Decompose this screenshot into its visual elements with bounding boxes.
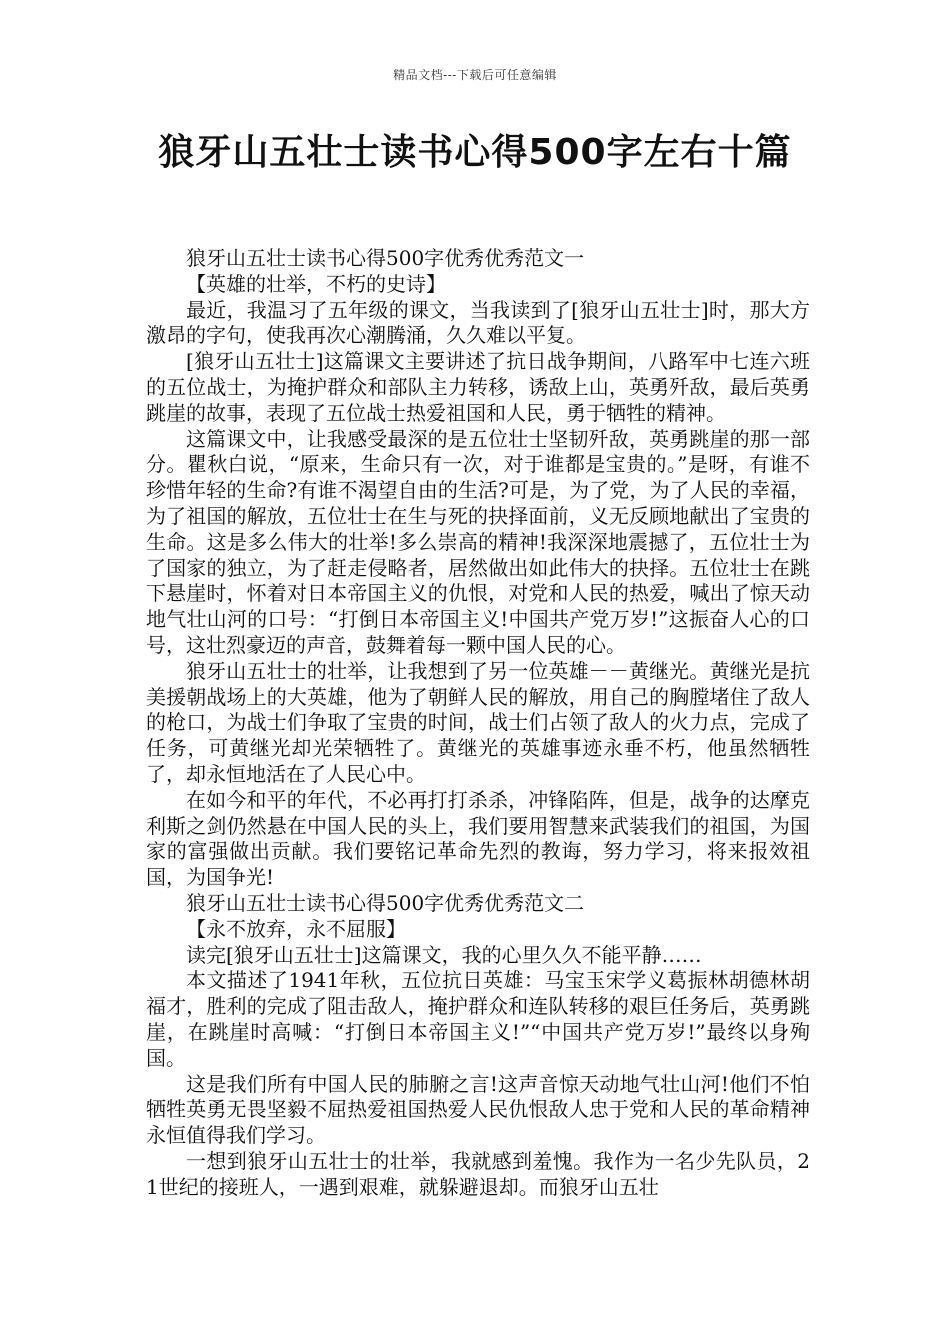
essay-2-subtitle: 【永不放弃，永不屈服】 (186, 916, 406, 941)
essay-1-paragraph-3: 这篇课文中，让我感受最深的是五位壮士坚韧歼敌，英勇跳崖的那一部分。瞿秋白说，“原来，生命只有一次，对于谁都是宝贵的。”是呀，有谁不珍惜年轻的生命?有谁不渴望自由的生活?可是，为了党，为了人民的幸福，为了祖国的解放，五位壮士在生与死的抉择面前，义无反顾地献出了宝贵的生命。这是多么伟大的壮举!多么崇高的精神!我深深地震撼了，五位壮士为了国家的独立，为了赶走侵略者，居然做出如此伟大的抉择。五位壮士在跳下悬崖时，怀着对日本帝国主义的仇恨，对党和人民的热爱，喊出了惊天动地气壮山河的口号：“打倒日本帝国主义!中国共产党万岁!”这振奋人心的口号，这壮烈豪迈的声音，鼓舞着每一颗中国人民的心。 (146, 426, 810, 657)
document-body (146, 246, 810, 1200)
essay-1-heading: 狼牙山五壮士读书心得500字优秀优秀范文一 (186, 246, 585, 270)
document-title: 狼牙山五壮士读书心得500字左右十篇 (158, 132, 792, 173)
essay-2-paragraph-1: 读完[狼牙山五壮士]这篇课文，我的心里久久不能平静…… (186, 942, 702, 967)
essay-1-paragraph-1: 最近，我温习了五年级的课文，当我读到了[狼牙山五壮士]时，那大方激昂的字句，使我再次心潮腾涌，久久难以平复。 (146, 297, 810, 348)
essay-2-paragraph-3: 这是我们所有中国人民的肺腑之言!这声音惊天动地气壮山河!他们不怕牺牲英勇无畏坚毅不屈热爱祖国热爱人民仇恨敌人忠于党和人民的革命精神永恒值得我们学习。 (146, 1071, 810, 1148)
essay-2-paragraph-4: 一想到狼牙山五壮士的壮举，我就感到羞愧。我作为一名少先队员，21世纪的接班人，一遇到艰难，就躲避退却。而狼牙山五壮 (146, 1148, 810, 1199)
essay-1-subtitle: 【英雄的壮举，不朽的史诗】 (186, 271, 446, 296)
essay-1-paragraph-5: 在如今和平的年代，不必再打打杀杀，冲锋陷阵，但是，战争的达摩克利斯之剑仍然悬在中国人民的头上，我们要用智慧来武装我们的祖国，为国家的富强做出贡献。我们要铭记革命先烈的教诲，努力学习，将来报效祖国，为国争光! (146, 787, 810, 890)
header-note: 精品文档---下载后可任意编辑 (393, 68, 557, 82)
essay-1-paragraph-2: [狼牙山五壮士]这篇课文主要讲述了抗日战争期间，八路军中七连六班的五位战士，为掩护群众和部队主力转移，诱敌上山，英勇歼敌，最后英勇跳崖的故事，表现了五位战士热爱祖国和人民，勇于牺牲的精神。 (146, 349, 810, 425)
essay-2-heading: 狼牙山五壮士读书心得500字优秀优秀范文二 (186, 890, 585, 915)
essay-2-paragraph-2: 本文描述了1941年秋，五位抗日英雄：马宝玉宋学义葛振林胡德林胡福才，胜利的完成了阻击敌人，掩护群众和连队转移的艰巨任务后，英勇跳崖，在跳崖时高喊：“打倒日本帝国主义!”“中国共产党万岁!”最终以身殉国。 (146, 968, 810, 1070)
essay-1-paragraph-4: 狼牙山五壮士的壮举，让我想到了另一位英雄－－黄继光。黄继光是抗美援朝战场上的大英雄，他为了朝鲜人民的解放，用自己的胸膛堵住了敌人的枪口，为战士们争取了宝贵的时间，战士们占领了敌人的火力点，完成了任务，可黄继光却光荣牺牲了。黄继光的英雄事迹永垂不朽，他虽然牺牲了，却永恒地活在了人民心中。 (146, 658, 810, 786)
